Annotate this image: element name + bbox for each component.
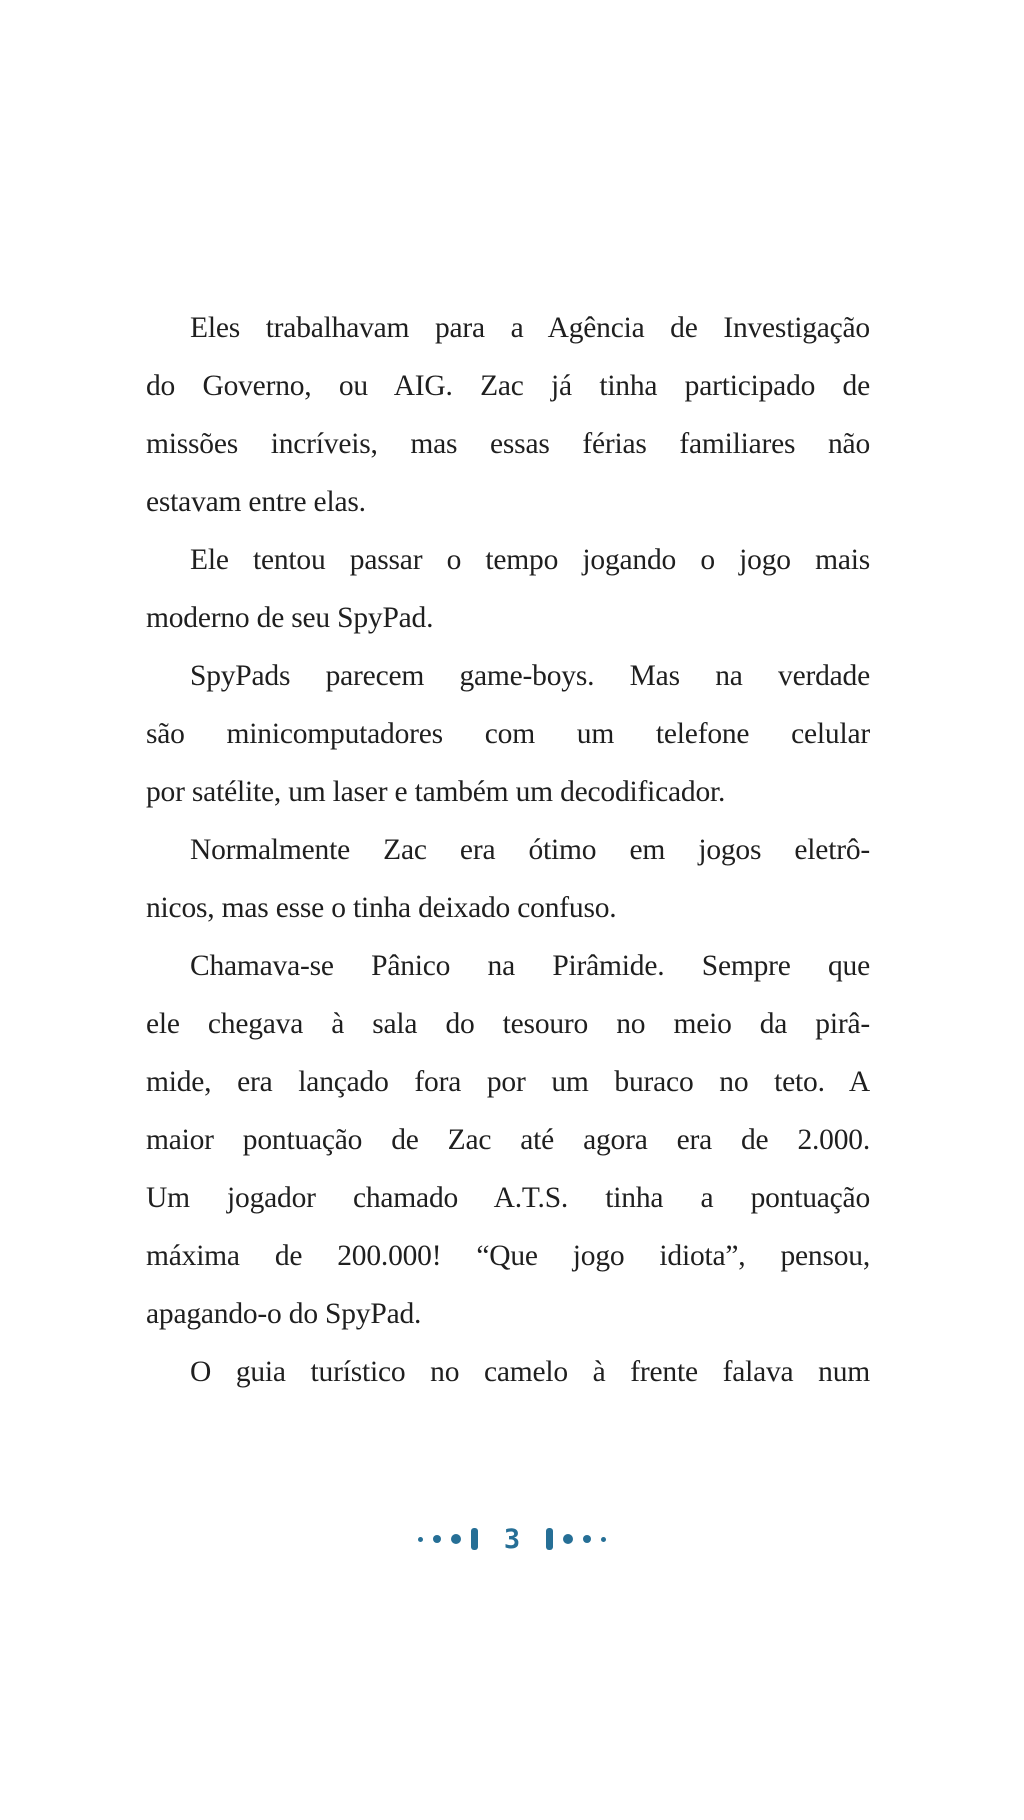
bar-icon bbox=[471, 1528, 478, 1550]
text-line: estavam entre elas. bbox=[146, 486, 366, 518]
text-line: missões incríveis, mas essas férias familiares não bbox=[146, 428, 870, 460]
text-line: maior pontuação de Zac até agora era de 2.000. bbox=[146, 1124, 870, 1156]
page-footer bbox=[0, 1514, 1024, 1564]
footer-ornament-right bbox=[546, 1528, 606, 1550]
text-line: Ele tentou passar o tempo jogando o jogo mais bbox=[190, 544, 870, 576]
dot-small-icon bbox=[418, 1537, 423, 1542]
text-line: O guia turístico no camelo à frente falava num bbox=[190, 1356, 870, 1388]
text-line: Normalmente Zac era ótimo em jogos eletrô- bbox=[190, 834, 870, 866]
text-line: nicos, mas esse o tinha deixado confuso. bbox=[146, 892, 617, 924]
text-line: Chamava-se Pânico na Pirâmide. Sempre que bbox=[190, 950, 870, 982]
text-line: são minicomputadores com um telefone celular bbox=[146, 718, 870, 750]
text-line: do Governo, ou AIG. Zac já tinha participado de bbox=[146, 370, 870, 402]
text-block bbox=[146, 299, 870, 1401]
dot-small-icon bbox=[601, 1537, 606, 1542]
dot-large-icon bbox=[563, 1534, 573, 1544]
text-line: Um jogador chamado A.T.S. tinha a pontuação bbox=[146, 1182, 870, 1214]
bar-icon bbox=[546, 1528, 553, 1550]
dot-medium-icon bbox=[583, 1535, 591, 1543]
text-line: Eles trabalhavam para a Agência de Investigação bbox=[190, 312, 870, 344]
text-line: ele chegava à sala do tesouro no meio da pirâ- bbox=[146, 1008, 870, 1040]
text-line: SpyPads parecem game-boys. Mas na verdade bbox=[190, 660, 870, 692]
text-line: mide, era lançado fora por um buraco no teto. A bbox=[146, 1066, 870, 1098]
page-number: 3 bbox=[503, 1523, 521, 1555]
text-line: máxima de 200.000! “Que jogo idiota”, pensou, bbox=[146, 1240, 870, 1272]
footer-ornament-left bbox=[418, 1528, 478, 1550]
text-line: moderno de seu SpyPad. bbox=[146, 602, 434, 634]
dot-medium-icon bbox=[433, 1535, 441, 1543]
text-line: por satélite, um laser e também um decodificador. bbox=[146, 776, 726, 808]
text-line: apagando-o do SpyPad. bbox=[146, 1298, 422, 1330]
dot-large-icon bbox=[451, 1534, 461, 1544]
